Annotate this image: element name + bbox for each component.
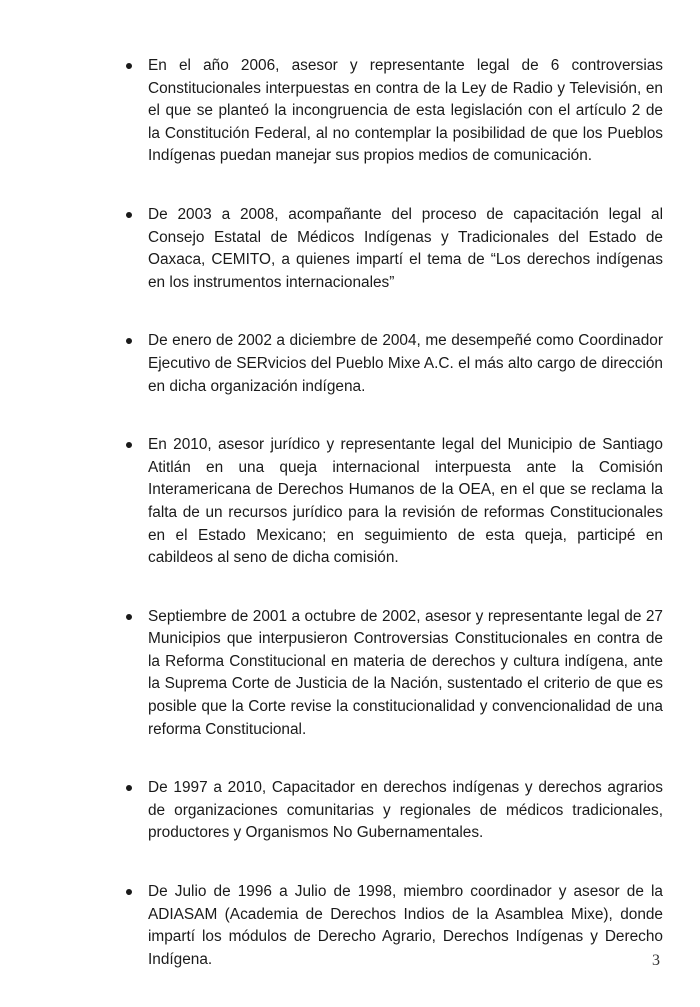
list-item (126, 330, 663, 398)
list-item-text: De Julio de 1996 a Julio de 1998, miembro coordinador y asesor de la ADIASAM (Academia de Derechos Indios de la Asamblea Mixe), donde impartí los módulos de Derecho Agrario, Derechos Indígenas y Derecho Indígena. (148, 883, 663, 968)
bullet-icon (126, 212, 132, 218)
list-item (126, 777, 663, 845)
page-number: 3 (652, 952, 660, 969)
list-item-text: De enero de 2002 a diciembre de 2004, me desempeñé como Coordinador Ejecutivo de SERvicios del Pueblo Mixe A.C. el más alto cargo de dirección en dicha organización indígena. (148, 332, 663, 395)
list-item (126, 881, 663, 971)
list-item-text: Septiembre de 2001 a octubre de 2002, asesor y representante legal de 27 Municipios que interpusieron Controversias Constitucionales en contra de la Reforma Constitucional en materia de derechos y cultura indígena, ante la Suprema Corte de Justicia de la Nación, sustentado el criterio de que es posible que la Corte revise la constitucionalidad y convencionalidad de una reforma Constitucional. (148, 607, 663, 738)
list-item-text: En el año 2006, asesor y representante legal de 6 controversias Constitucionales interpuestas en contra de la Ley de Radio y Televisión, en el que se planteó la incongruencia de esta legislación con el artículo 2 de la Constitución Federal, al no contemplar la posibilidad de que los Pueblos Indígenas puedan manejar sus propios medios de comunicación. (148, 57, 663, 165)
list-item (126, 606, 663, 742)
bullet-icon (126, 63, 132, 69)
bullet-icon (126, 614, 132, 620)
list-item (126, 434, 663, 570)
list-item-text: De 2003 a 2008, acompañante del proceso de capacitación legal al Consejo Estatal de Médicos Indígenas y Tradicionales del Estado de Oaxaca, CEMITO, a quienes impartí el tema de “Los derechos indígenas en los instrumentos internacionales” (148, 205, 663, 291)
bullet-icon (126, 442, 132, 448)
bullet-icon (126, 889, 132, 895)
list-item (126, 204, 663, 294)
bullet-list (126, 55, 663, 1007)
bullet-icon (126, 785, 132, 791)
list-item-text: En 2010, asesor jurídico y representante legal del Municipio de Santiago Atitlán en una queja internacional interpuesta ante la Comisión Interamericana de Derechos Humanos de la OEA, en el que se reclama la falta de un recursos jurídico para la revisión de reformas Constitucionales en el Estado Mexicano; en seguimiento de esta queja, participé en cabildeos al seno de dicha comisión. (148, 436, 663, 567)
list-item-text: De 1997 a 2010, Capacitador en derechos indígenas y derechos agrarios de organizaciones comunitarias y regionales de médicos tradicionales, productores y Organismos No Gubernamentales. (148, 779, 663, 842)
bullet-icon (126, 338, 132, 344)
list-item (126, 55, 663, 168)
